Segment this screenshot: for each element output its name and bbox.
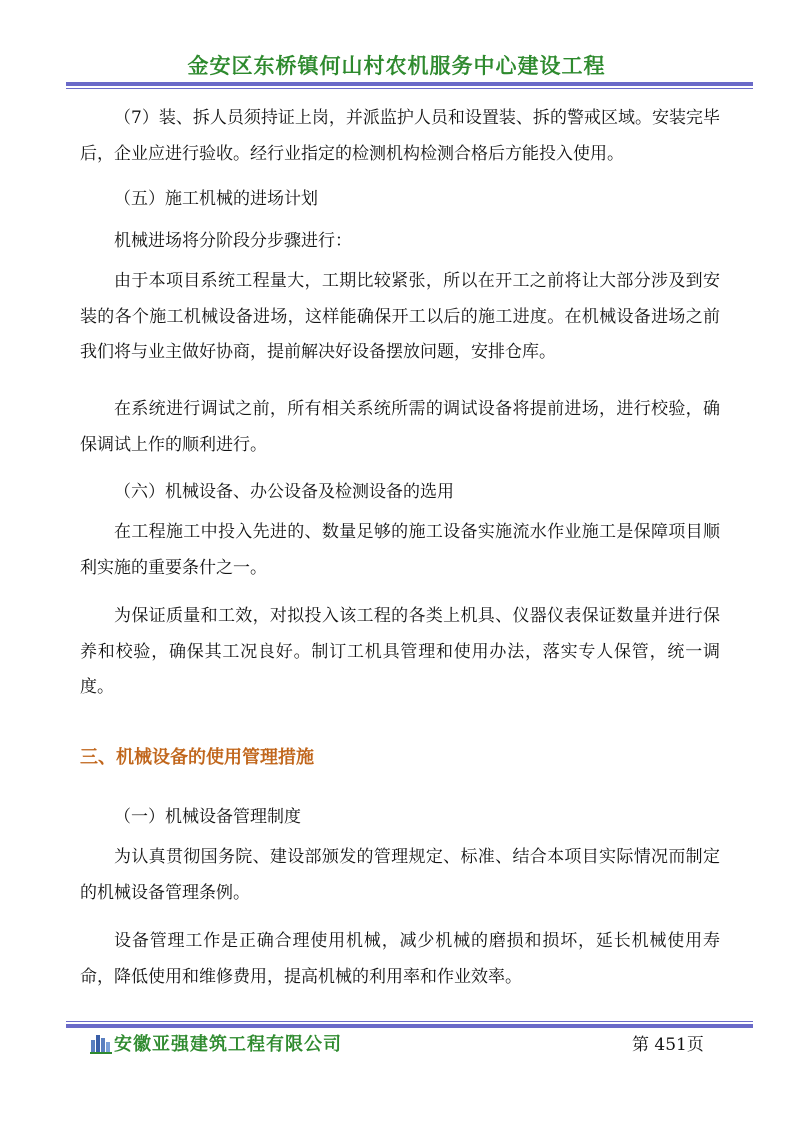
section-heading: 三、机械设备的使用管理措施 — [80, 747, 314, 768]
paragraph-advanced-equipment: 在工程施工中投入先进的、数量足够的施工设备实施流水作业施工是保障项目顺利实施的重要条什之一。 — [80, 522, 720, 578]
subheading-machinery-entry-plan: （五）施工机械的进场计划 — [114, 189, 318, 209]
subheading-management-system: （一）机械设备管理制度 — [114, 807, 301, 827]
document-header-title: 金安区东桥镇何山村农机服务中心建设工程 — [187, 54, 606, 78]
footer-rule-thick — [66, 1024, 753, 1028]
header-rule-thin — [66, 88, 753, 89]
footer-company-name: 安徽亚强建筑工程有限公司 — [114, 1034, 342, 1055]
paragraph-installation-personnel: （7）装、拆人员须持证上岗，并派监护人员和设置装、拆的警戒区域。安装完毕后，企业应进行验收。经行业指定的检测机构检测合格后方能投入使用。 — [80, 108, 720, 164]
paragraph-entry-reason: 由于本项目系统工程量大，工期比较紧张，所以在开工之前将让大部分涉及到安装的各个施工机械设备进场，这样能确保开工以后的施工进度。在机械设备进场之前我们将与业主做好协商，提前解决好设备摆放问题，安排仓库。 — [80, 271, 720, 362]
paragraph-staged-entry: 机械进场将分阶段分步骤进行： — [114, 231, 352, 251]
company-logo-icon — [90, 1032, 112, 1054]
paragraph-quality-assurance: 为保证质量和工效，对拟投入该工程的各类上机具、仪器仪表保证数量并进行保养和校验，确保其工况良好。制订工机具管理和使用办法，落实专人保管，统一调度。 — [80, 606, 720, 697]
footer-rule-thin — [66, 1021, 753, 1022]
subheading-equipment-selection: （六）机械设备、办公设备及检测设备的选用 — [114, 482, 454, 502]
header-rule-thick — [66, 82, 753, 86]
paragraph-management-purpose: 设备管理工作是正确合理使用机械，减少机械的磨损和损坏，延长机械使用寿命，降低使用和维修费用，提高机械的利用率和作业效率。 — [80, 931, 720, 987]
paragraph-debugging-equipment: 在系统进行调试之前，所有相关系统所需的调试设备将提前进场，进行校验，确保调试上作的顺利进行。 — [80, 399, 720, 455]
paragraph-management-regulations: 为认真贯彻国务院、建设部颁发的管理规定、标准、结合本项目实际情况而制定的机械设备管理条例。 — [80, 847, 720, 903]
footer-page-number: 第 451页 — [632, 1035, 704, 1055]
